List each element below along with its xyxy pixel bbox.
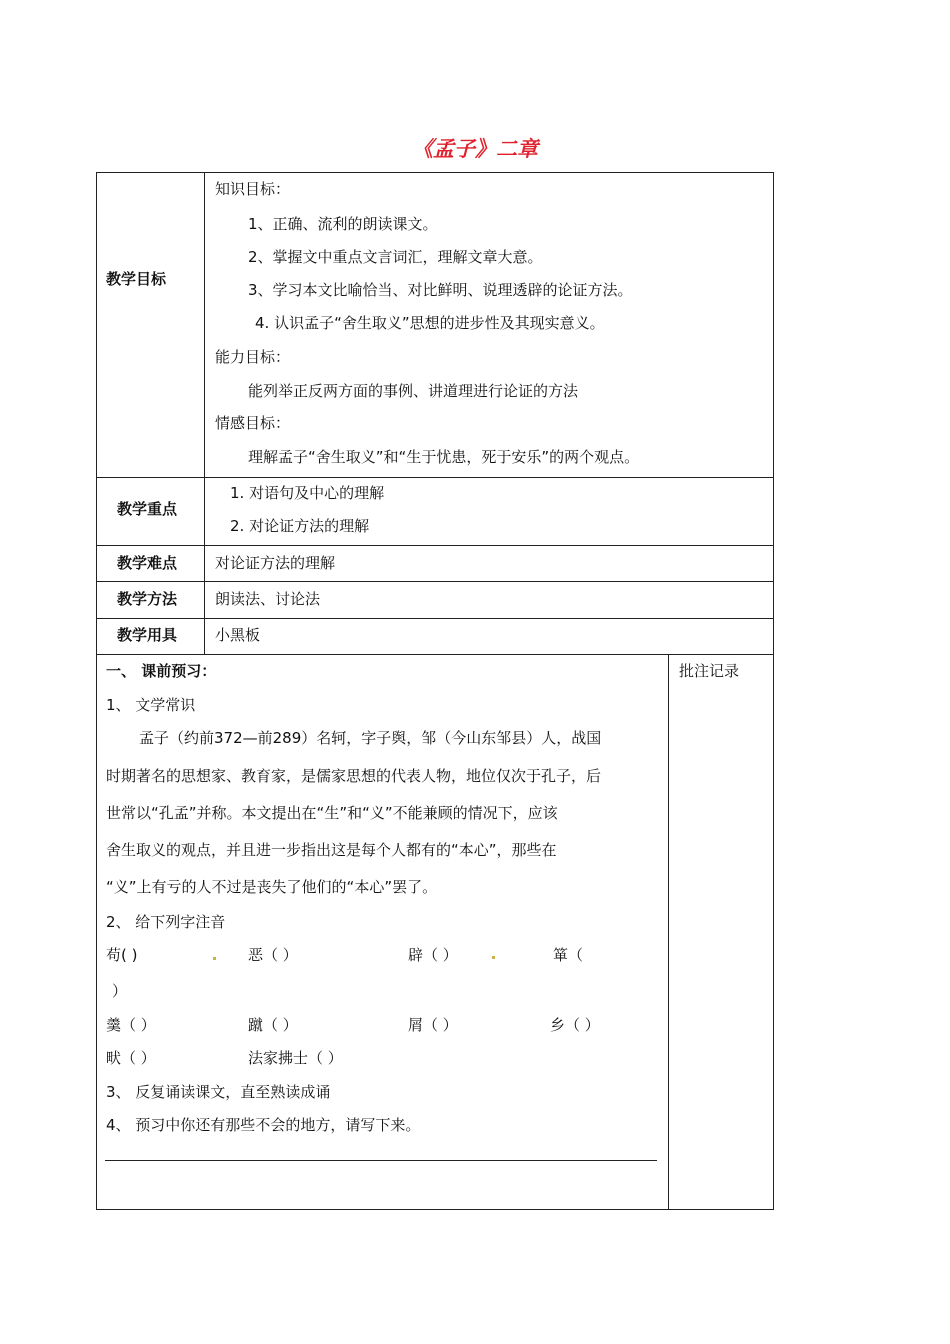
difficulty-label: 教学难点 xyxy=(117,554,178,572)
knowledge-goal: 4. 认识孟子“舍生取义”思想的进步性及其现实意义。 xyxy=(255,314,605,332)
row-divider xyxy=(96,618,774,619)
tools-label: 教学用具 xyxy=(117,626,178,644)
answer-line[interactable] xyxy=(105,1160,657,1161)
notes-label: 批注记录 xyxy=(679,662,740,680)
difficulty-text: 对论证方法的理解 xyxy=(215,554,336,572)
preview-heading: 一、 课前预习： xyxy=(106,662,217,680)
tools-text: 小黑板 xyxy=(215,626,261,644)
goals-label: 教学目标 xyxy=(106,270,167,288)
paragraph-line: 孟子（约前372—前289）名轲，字子舆，邹（今山东邹县）人，战国 xyxy=(139,729,602,747)
section-title: 3、 反复诵读课文，直至熟读成诵 xyxy=(106,1083,331,1101)
paragraph-line: “义”上有亏的人不过是丧失了他们的“本心”罢了。 xyxy=(106,878,438,896)
pinyin-item: 畎（ ） xyxy=(106,1049,156,1067)
emotion-goal: 理解孟子“舍生取义”和“生于忧患，死于安乐”的两个观点。 xyxy=(248,448,640,466)
knowledge-goal: 2、掌握文中重点文言词汇，理解文章大意。 xyxy=(248,248,543,266)
emotion-heading: 情感目标： xyxy=(215,414,291,432)
section-title: 4、 预习中你还有那些不会的地方，请写下来。 xyxy=(106,1116,421,1134)
paragraph-line: 舍生取义的观点，并且进一步指出这是每个人都有的“本心”，那些在 xyxy=(106,841,557,859)
row-divider xyxy=(96,581,774,582)
section-title: 2、 给下列字注音 xyxy=(106,913,226,931)
pinyin-item: 箪（ xyxy=(553,946,584,964)
pinyin-item: 苟( ) xyxy=(106,946,138,964)
decoration-dot xyxy=(492,956,495,959)
ability-heading: 能力目标： xyxy=(215,348,291,366)
paragraph-line: 世常以“孔孟”并称。本文提出在“生”和“义”不能兼顾的情况下，应该 xyxy=(106,804,558,822)
knowledge-heading: 知识目标： xyxy=(215,180,291,198)
row-divider xyxy=(96,545,774,546)
pinyin-item: 屑（ ） xyxy=(408,1016,458,1034)
section-title: 1、 文学常识 xyxy=(106,696,196,714)
ability-goal: 能列举正反两方面的事例、讲道理进行论证的方法 xyxy=(248,382,579,400)
knowledge-goal: 1、正确、流利的朗读课文。 xyxy=(248,215,438,233)
pinyin-item: 羹（ ） xyxy=(106,1016,156,1034)
pinyin-item-cont: ） xyxy=(112,982,128,1000)
pinyin-item: 法家拂士（ ） xyxy=(248,1049,343,1067)
focus-item: 2. 对论证方法的理解 xyxy=(230,517,370,535)
notes-column-divider xyxy=(668,654,669,1210)
paragraph-line: 时期著名的思想家、教育家，是儒家思想的代表人物，地位仅次于孔子，后 xyxy=(106,767,602,785)
row-divider xyxy=(96,654,774,655)
knowledge-goal: 3、学习本文比喻恰当、对比鲜明、说理透辟的论证方法。 xyxy=(248,281,633,299)
pinyin-item: 恶（ ） xyxy=(248,946,298,964)
pinyin-item: 蹴（ ） xyxy=(248,1016,298,1034)
method-label: 教学方法 xyxy=(117,590,178,608)
decoration-dot xyxy=(213,957,216,960)
pinyin-item: 乡（ ） xyxy=(550,1016,600,1034)
row-divider xyxy=(96,477,774,478)
page-title: 《孟子》二章 xyxy=(412,137,538,161)
focus-label: 教学重点 xyxy=(117,500,178,518)
column-divider xyxy=(204,172,205,654)
pinyin-item: 辟（ ） xyxy=(408,946,458,964)
focus-item: 1. 对语句及中心的理解 xyxy=(230,484,385,502)
method-text: 朗读法、讨论法 xyxy=(215,590,321,608)
